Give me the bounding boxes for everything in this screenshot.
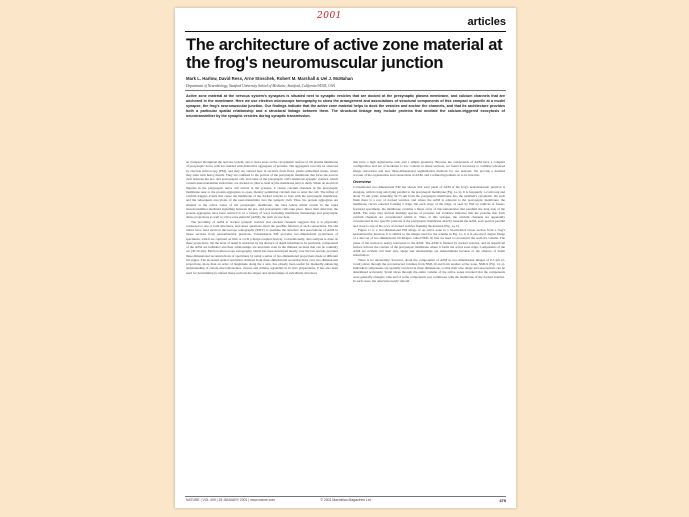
body-paragraph: Conventional two-dimensional EM has shown that each patch of AZM at the frog's neuromuscular junction is elongate, with its long axis lying parallel to the presynaptic membrane (Fig. 1a, b). It is frequently 1-2 um long and about 75 nm wide, extending 50-75 nm from the presynaptic membrane into the terminal's cytoplasm. On each flank there is a row of docked vesicles, and where the AZM is adjacent to the presynaptic membrane, the membrane curves outward forming a ridge. On each slope of the ridge, as seen by EM on replicas of freeze-fractured specimens, the membrane contains a linear array of macromolecules that parallels the long axis of the AZM. The array may include multiple species of proteins, but evidence indicates that the proteins that form calcium channels are concentrated within it. Thus, at this synapse, the calcium channels are apparently concentrated in two specific portions of the presynaptic membrane directly beneath the AZM, each portion parallel and close to one of the rows of docked vesicles flanking the material (Fig. 1a, b). [353, 185, 505, 228]
body-paragraph: There is no uncertainty, however, about the components of AZM in two-dimensional images of 0.5 nm (2-voxel) slices through the reconstructed volumes from NMJ-10 and from another active zone, NMJ-9 (Fig. 1d, e). Individual components are spatially resolved in three dimensions, so that their size, shape and associations can be determined accurately. Serial slices through the entire volume of the active zones revealed that the components were generally elongate. One end of some components was continuous with the membrane of the docked vesicles. In such cases, the otherwise nearly smooth [353, 257, 505, 283]
section-heading-overview: Overview [353, 179, 371, 184]
author-list: Mark L. Harlow, David Ress, Arne Stoschek, Robert M. Marshall & Uel J. McMahan [186, 76, 353, 81]
author-affiliation: Department of Neurobiology, Stanford University School of Medicine, Stanford, California 94305, USA [186, 84, 335, 88]
handwritten-year-note: 2001 [317, 11, 342, 21]
body-paragraph: that have a high signal:noise ratio and a simple geometry. Because the components of AZM have a complex configuration and are of moderate to low contrast in tissue sections, we found it necessary to combine advanced image restoration and new three-dimensional segmentation methods for our analysis. We provide a detailed account of the organization and connections of AZM, and a refined hypothesis as to its function. [353, 160, 505, 177]
body-column-left [186, 160, 338, 275]
section-label: articles [467, 16, 506, 28]
abstract: Active zone material at the nervous system's synapses is situated next to synaptic vesicles that are docked at the presynaptic plasma membrane, and calcium channels that are anchored in the membrane. Here we use electron microscope tomography to show the arrangement and associations of structural components of this compact organelle at a model synapse, the frog's neuromuscular junction. Our findings indicate that the active zone material helps to dock the vesicles and anchor the channels, and that its architecture provides both a particular spatial relationship and a structural linkage between them. The structural linkage may include proteins that mediate the calcium-triggered exocytosis of neurotransmitter by the synaptic vesicles during synaptic transmission. [186, 94, 505, 118]
header-rule [185, 31, 506, 32]
body-column-right [353, 160, 505, 283]
article-title: The architecture of active zone material at the frog's neuromuscular junction [186, 36, 503, 72]
footer-rule [185, 496, 506, 497]
footer-copyright: © 2001 Macmillan Magazines Ltd [320, 498, 371, 502]
journal-page [175, 8, 516, 508]
body-paragraph: At synapses throughout the nervous system, one or more areas on the cytoplasmic surface of the plasma membrane of presynaptic nerve cells are studded with distinctive aggregates of proteins. The aggregates can only be observed by electron microscopy (EM), and they are viewed here in sections from fixed, plastic-embedded tissue, where they stain with heavy metals. They are confined to the portion of the presynaptic membrane that faces the narrow cleft between the pre- and postsynaptic cell, and some of the presynaptic cell's numerous synaptic vesicles, which contain neurotransmitter molecules, are docked on (that is, held at) the membrane next to them. When an electrical impulse in the presynaptic nerve cell arrives at the synapse, it causes calcium channels in the presynaptic membrane near to the protein aggregates to open, thereby permitting calcium ions to enter the cell. The influx of calcium triggers events that cause the membrane of the docked vesicles to fuse with the presynaptic membrane, and the subsequent exocytosis of the neurotransmitter into the synaptic cleft. Thus, the protein aggregates are situated at the active zones of the presynaptic membrane, the sites where initial events in the rapid neurotransmitter-mediated signalling between the pre- and postsynaptic cells take place. Since their detection, the protein aggregates have been referred to in a variety of ways including membrane thickenings and presynaptic dense projections as well as active zone material (AZM), the term we use here. [186, 160, 338, 220]
body-paragraph: Figure 1c is a two-dimensional EM image of an active zone in a 50-nm-thick tissue section from a frog's neuromuscular junction. It is similar to the images used for the scheme in Fig. 1a, b; it is also the 0 degree image of a data set of two-dimensional tilt images, called NMJ-10, that we used to reconstruct the section's volume. The plane of the section is nearly transverse to the AZM. The AZM is flanked by docked vesicles, and its superficial surface follows the contour of the presynaptic membrane where it forms the active zone ridge. Components of the AZM are evident, but their size, shape and relationships are indeterminate because of the absence of depth information. [353, 227, 505, 258]
footer-journal-info: NATURE | VOL 409 | 25 JANUARY 2001 | www.nature.com [186, 498, 276, 502]
abstract-rule [185, 90, 506, 91]
body-paragraph: The proximity of AZM to docked synaptic vesicles and calcium channels suggests that it is physically connected to one or both structures, and raises questions about the possible function of such connections. We and others have used electron microscope tomography (EMT) to examine the structure and associations of AZM in tissue sections from neuromuscular junctions. Transmission EM provides two-dimensional projections of specimens, which are captured on film or CCD (charge-coupled device). Conventionally, data analysis is done on these projections, but the level of detail is restricted by the absence of depth information. In particular, components of the AZM are indistinct and their relationships are uncertain even in the thinnest sections that can be routinely cut (30-50 nm). Electron microscope tomography, which has been developed mostly over the last decade, provides three-dimensional reconstructions of specimens by using a series of two-dimensional projections made at different tilt angles. The increased spatial resolution obtained from three-dimensional reconstructions over two-dimensional projections, more than an order of magnitude along the z axis, has already been useful for markedly enhancing understanding of certain macromolecules, viruses and cellular organelles in in vitro preparations. It has also been used for determining in stained tissue sections the shapes and relationships of subcellular structures [186, 219, 338, 275]
page-number: 479 [499, 498, 506, 503]
